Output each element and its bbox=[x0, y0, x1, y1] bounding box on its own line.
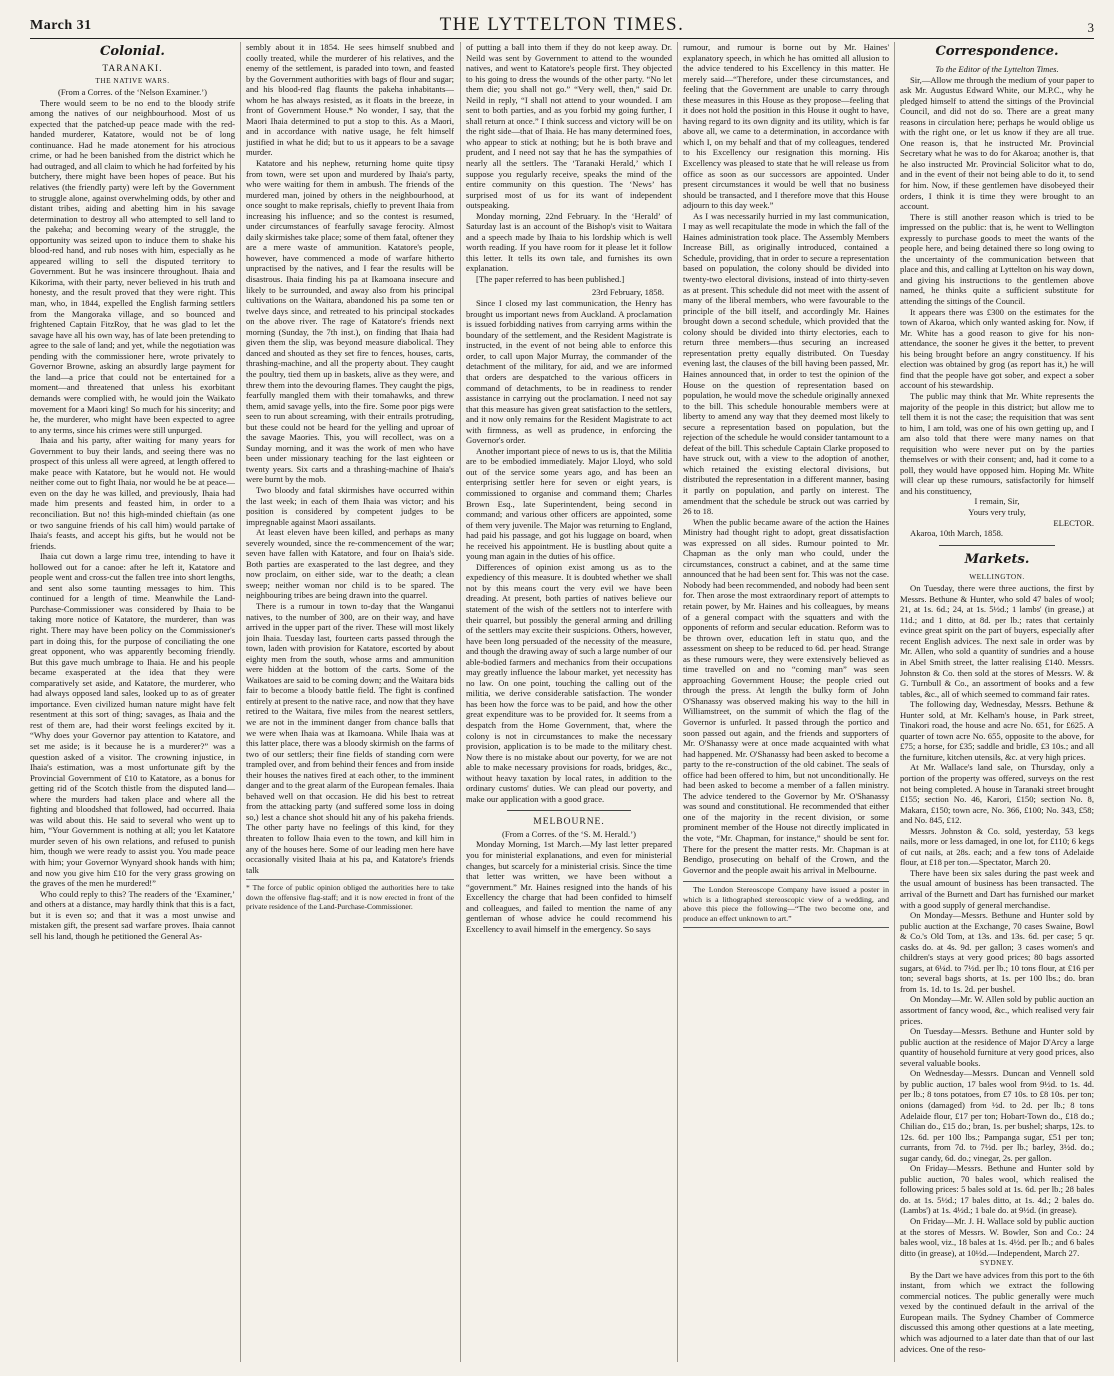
section-heading-correspondence: Correspondence. bbox=[935, 44, 1059, 59]
market-location: SYDNEY. bbox=[980, 1258, 1014, 1268]
section-heading-colonial: Colonial. bbox=[100, 44, 165, 59]
paragraph: Ihaia and his party, after waiting for many years for Government to buy their lands, and seeing there was no prospect of this unless all were agreed, at length offered to make peace with Katatore, but he would not. He would neither come out to fight Ihaia, nor would he be at peace—even on the day he was killed, and previously, Ihaia had made him presents and feasted him, in order to a reconciliation. But no! this high-minded chieftain (as one or two sanguine friends of his call him) would partake of Ihaia's feasts, and accept his gifts, but he would not be friends. bbox=[30, 435, 235, 551]
column-divider bbox=[240, 42, 241, 1362]
column-divider bbox=[677, 42, 678, 1362]
paragraph: As I was necessarily hurried in my last communication, I may as well recapitulate the mode in which the fall of the Haines administration took place. The Assembly Members Increase Bill, as originally introduced, contained a Schedule, providing, that in order to secure a representation based on population, the colony should be divided into twenty-two electoral divisions, instead of into thirty-seven as at present. This schedule did not meet with the assent of many of the liberal members, who were favourable to the principle of the bill itself, and accordingly Mr. Haines brought down a second schedule, which provided that the colony should be divided into thirty electories, each to return three members—thus securing an increased representation pretty equally distributed. On Tuesday evening last, the clauses of the bill having been passed, Mr. Haines announced that, in order to test the opinion of the House on the question of representation based on population, he would move the schedule originally annexed to the bill. This schedule honourable members were at liberty to amend any way that they deemed most likely to secure a representation based on population, but the rejection of the schedule he would consider tantamount to a defeat of the bill. This schedule Captain Clarke proposed to have struck out, with a view to the adoption of another, which retained the existing electoral divisions, but distributed the representation in a different manner, basing it partly on population, and partly on interest. The amendment that the schedule be struck out was carried by 26 to 18. bbox=[683, 210, 889, 517]
paragraph: Ihaia cut down a large rimu tree, intending to have it hollowed out for a canoe: after he left it, Katatore and people went and cross-cut the fallen tree into short lengths, and sent also some taunting messages to him. This continued for a length of time. Meanwhile the Land-Purchase-Commissioner was considered by Ihaia to be taking more notice of Katatore, the murderer, than was right. There may have been policy on the Commissioner's part in doing this, for the purpose of conciliating the one great opponent, who was apparently becoming friendly. But this gave much umbrage to Ihaia. He and his people became exasperated at the idea that they were comparatively set aside, and Katatore, the murderer, who had always opposed land sales, looked up to as of greater importance. Even civilized human nature might have felt resentment at this sort of thing; savages, as Ihaia and the rest of them are, had their worst feelings excited by it. “Why does your Governor pay attention to Katatore, and set me aside; is it because he is a murderer?” was a question asked of a visitor. The crowning injustice, in Ihaia's estimation, was a most unfortunate gift by the Provincial Government of £10 to Katatore, as a bonus for getting rid of the Scotch thistle from the disputed land—where the murders had taken place and where all the fighting and bloodshed that followed, had occurred. Ihaia was wild about this. He said to several who went up to him, “Your Government is nothing at all; you let Katatore murder seven of his own relations, and refused to punish him, though we were ready to assist you. You made peace with him; your Governor Wynyard shook hands with him; and now you give him £10 for the very grass growing on the graves of the men he murdered!” bbox=[30, 551, 235, 889]
paragraph: Monday morning, 22nd February. In the ‘Herald’ of Saturday last is an account of the Bishop's visit to Waitara and a speech made by Ihaia to his lordship which is well worth reading. If you have room for it please let it follow this letter. It tells its own tale, and furnishes its own explanation. bbox=[466, 210, 672, 274]
letter-address: To the Editor of the Lyttelton Times. bbox=[935, 64, 1059, 74]
market-location: WELLINGTON. bbox=[969, 571, 1025, 581]
column-1 bbox=[30, 42, 235, 1362]
section-heading-markets: Markets. bbox=[964, 551, 1030, 567]
paragraph: At least eleven have been killed, and perhaps as many severely wounded, since the re-commencement of the war; seven have fallen with Katatore, and four on Ihaia's side. Both parties are exasperated to the last degree, and they now proclaim, on either side, war to the death; a clean sweep; neither woman nor child is to be spared. The neighbouring tribes are being drawn into the quarrel. bbox=[246, 527, 454, 601]
column-5 bbox=[900, 42, 1094, 1362]
paragraph: The public may think that Mr. White represents the majority of the people in this district; but allow me to tell them it is not the case; the requisition that was sent to him, I am told, was one of his own getting up, and I am also told that there were many names on that requisition who were never put on by the parties themselves or with their consent; and, had it come to a poll, they would have opposed him. Hoping Mr. White will clear up these rumours, satisfactorily for himself and his constituency, bbox=[900, 390, 1094, 496]
market-paragraph: On Monday—Messrs. Bethune and Hunter sold by public auction at the Exchange, 70 cases Swaine, Bowl & Co.'s Old Tom, at 13s. and 13s. 6d. per case; 5 qr. casks do. at 4s. 9d. per gallon; 3 cases women's and children's stays at very good prices; 80 bags assorted sugars, at 6¼d. to 7½d. per lb.; 10 tons flour, at £16 per ton; several bags shorts, at 1s. per 100 lbs.; do. bran from 1s. 1d. to 1s. 2d. per bushel. bbox=[900, 910, 1094, 994]
market-paragraph: On Wednesday—Messrs. Duncan and Vennell sold by public auction, 17 bales wool from 9½d. to 1s. 4d. per lb.; 8 tons potatoes, from £7 10s. to £8 10s. per ton; onions (damaged) from ½d. to 2d. per lb.; 8 tons Adelaide flour, £17 per ton; Hobart-Town do., £18 do.; Chilian do., £15 do.; bran, 1s. per bushel; sharps, 12s. to 12s. 6d. per 100 lbs.; Pampanga sugar, £51 per ton; currants, from 7d. to 7½d. per lb.; barley, 3½d. do.; sugar candy, 6d. do.; vinegar, 2s. per gallon. bbox=[900, 1068, 1094, 1163]
market-paragraph: On Friday—Mr. J. H. Wallace sold by public auction at the stores of Messrs. W. Bowler, Son and Co.: 24 bales wool, viz., 18 bales at 1s. 4½d. per lb.; and 6 bales ditto (in grease), at 10½d.—Independent, March 27. bbox=[900, 1215, 1094, 1258]
article-heading: TARANAKI. bbox=[102, 64, 163, 74]
market-paragraph: The following day, Wednesday, Messrs. Bethune & Hunter sold, at Mr. Kelham's house, in Park street, Tinakori road, the house and acre No. 651, for £625. A quarter of town acre No. 655, opposite to the above, for £75; a horse, for £35; saddle and bridle, £3 10s.; and all the furniture, kitchen utensils, &c. at very high prices. bbox=[900, 699, 1094, 762]
letter-signature: ELECTOR. bbox=[1053, 517, 1094, 528]
editor-note: [The paper referred to has been published.] bbox=[476, 274, 625, 285]
masthead-rule bbox=[30, 38, 1094, 39]
letter-signoff: I remain, Sir, bbox=[974, 496, 1020, 507]
page-number: 3 bbox=[1087, 20, 1094, 35]
divider bbox=[939, 545, 1055, 546]
column-divider bbox=[894, 42, 895, 1362]
market-paragraph: On Tuesday—Messrs. Bethune and Hunter sold by public auction at the residence of Major D'Arcy a large quantity of household furniture at very good prices, also several valuable books. bbox=[900, 1026, 1094, 1068]
column-4 bbox=[683, 42, 889, 1362]
paragraph: Another important piece of news to us is, that the Militia are to be embodied immediately. Major Lloyd, who sold out of the service some years ago, and has been an enterprising settler here for seven or eight years, is commissioned to organise and command them; Charles Brown Esq., late Superintendent, being second in command; and various other officers are appointed, some of them very juvenile. The Major was returning to England, had paid his passage, and got his luggage on board, when he received his appointment. He is bustling about quite a young man again in the duties of his office. bbox=[466, 445, 672, 562]
paragraph: The London Stereoscope Company have issued a poster in which is a lithographed stereoscopic view of a wedding, and above this piece the following—“The two become one, and produce an effect unknown to art.” bbox=[683, 885, 889, 923]
paragraph: Who could reply to this? The readers of the ‘Examiner,’ and others at a distance, may hardly think that this is a fact, but it is even so; and that it was a most unwise and mistaken gift, the present sad warfare proves. Ihaia cannot sell his land, though he petitioned the General As- bbox=[30, 888, 235, 941]
paragraph: There is still another reason which is tried to be impressed on the public: that is, he went to Wellington expressly to purchase goods to meet the wants of the people here, and being detained there so long owing to the uncertainty of the communication between that place and this, and calling at Lyttelton on his way down, and giving his instructions to the gentlemen above named, he thinks quite a sufficient substitute for attending the sittings of the Council. bbox=[900, 211, 1094, 307]
market-paragraph: On Monday—Mr. W. Allen sold by public auction an assortment of fancy wood, &c., which realised very fair prices. bbox=[900, 994, 1094, 1026]
market-paragraph: At Mr. Wallace's land sale, on Thursday, only a portion of the property was offered, surveys on the rest not being completed. A house in Taranaki street brought £155; section No. 46, Karori, £150; section No. 8, Makara, £150; town acre, No. 366, £100; No. 343, £58; and No. 845, £12. bbox=[900, 762, 1094, 826]
paragraph: rumour, and rumour is borne out by Mr. Haines' explanatory speech, in which he has omitted all allusion to the advice tendered to his Excellency in this matter. He merely said—“Therefore, under these circumstances, and feeling that the Government are unable to carry through these measures in this House as they propose—feeling that it does not hold the position in this House it ought to have, having regard to its own dignity and its utility, which is far above all, we came to a determination, in accordance with which I, on my behalf and that of my colleagues, tendered to his Excellency our resignation this morning. His Excellency was pleased to state that he will release us from office as soon as our successors are appointed. Under present circumstances it would be well that no business should be transacted, and I therefore move that this House adjourn to this day week.” bbox=[683, 42, 889, 211]
paragraph: Katatore and his nephew, returning home quite tipsy from town, were set upon and murdered by Ihaia's party, who were waiting for them in ambush. The friends of the murdered man, joined by others in the neighbourhood, at once sought to make reprisals, chiefly to prevent Ihaia from increasing his influence; and so the contest is resumed, under circumstances of fearfully savage ferocity. Almost daily skirmishes take place; some of them fatal, oftener they are a mere waste of ammunition. Katatore's people, however, have commenced a mode of warfare hitherto unpractised by the natives, and I fear the results will be disastrous. Ihaia finding his pa at Ikamoana insecure and likely to be surrounded, and away also from his principal cultivations on the Waitara, abandoned his pa some ten or twelve days since, and retreated to his principal stockades on the above river. The rage of Katatore's friends next morning (Sunday, the 7th inst.), on finding that Ihaia had given them the slip, was beyond measure diabolical. They danced and shouted as they set fire to fences, houses, carts, thrashing-machine, and all the property about. They caught the poultry, tied them up in baskets, alive as they were, and threw them into the devouring flames. They caught the pigs, fearfully mangled them with their tomahawks, and threw them, amid savage yells, into the fire. Some poor pigs were seen to run about screaming, with their entrails protruding, but these could not be heard for the yelling and uproar of the savage Maories. This, you will recollect, was on a Sunday morning, and it was the work of men who have been under missionary teaching for the last eighteen or twenty years. Six carts and a thrashing-machine of Ihaia's were burnt by the mob. bbox=[246, 158, 454, 485]
article-subheading: THE NATIVE WARS. bbox=[95, 75, 170, 85]
dateline: 23rd February, 1858. bbox=[592, 286, 664, 297]
column-divider bbox=[460, 42, 461, 1362]
paragraph: Sir,—Allow me through the medium of your paper to ask Mr. Augustus Edward White, our M.P.C., why he pledged himself to attend the sittings of the Provincial Council, and did not do so. There are a great many reasons in circulation here; perhaps he would oblige us with the right one, or let us know if they are all true. One reason is, that he instructed Mr. Provincial Secretary what he was to do for Akaroa; another is, that he also instructed Mr. Provincial Solicitor what to do, and in the event of their not being able to do it, to send for him. Now, if these gentlemen have disobeyed their orders, I think it is time they were brought to an account. bbox=[900, 74, 1094, 212]
paragraph: There is a rumour in town to-day that the Wanganui natives, to the number of 300, are on their way, and have arrived in the upper part of the river. These will most likely join Ihaia. Tuesday last, fourteen carts passed through the town, laden with provision for Katatore, escorted by about eighty men from the south, whose arms and ammunition were hidden at the bottom of the carts. Some of the Waikatoes are said to be coming down; and the Waitara bids fair to become a bloody battle field. The fight is confined entirely at present to the native race, and now that they have retired to the Waitara, five miles from the nearest settlers, we are not in the imminent danger from chance balls that we were when Ihaia was at Ikamoana. While Ihaia was at this latter place, there was a bloody skirmish on the farms of two of our settlers; their fine fields of standing corn were trampled over, and from behind their fences and from inside their houses the natives fired at each other, to the imminent danger and to the great alarm of the European females. Ihaia behaved well on that occasion. He did his best to retreat from the attacking party (and suffered some loss in doing so,) lest a chance shot should hit any of his pakeha friends. The other party have no feelings of this kind, for they threaten to follow Ihaia even to the town, and kill him in any of the houses here. Some of our leading men here have occasionally visited Ihaia at his pa, and Katatore's friends talk bbox=[246, 600, 454, 875]
market-paragraph: There have been six sales during the past week and the usual amount of business has been transacted. The arrival of the Burnett and Dart has furnished our market with a good supply of general merchandise. bbox=[900, 867, 1094, 910]
paragraph: It appears there was £300 on the estimates for the town of Akaroa, which only wanted asking for. Now, if Mr. White has a good reason to give for his non-attendance, the sooner he gives it the better, to prevent his being brought before an angry constituency. If his election was obtained by grog (as report has it,) he will find that the people have got sober, and expect a sober account of his stewardship. bbox=[900, 306, 1094, 391]
paragraph: sembly about it in 1854. He sees himself snubbed and coolly treated, while the murderer of his relatives, and the enemy of the settlement, is paraded into town, and feasted by the Government authorities with bags of flour and sugar; and his blood-red flag flaunts the pakeha inhabitants—whom he has always resisted, as it floats in the breeze, in front of Government House.* No wonder, I say, that the Maori Ihaia determined to put a stop to this. As a Maori, and in accordance with native usage, he felt himself justified in what he did; but to us it appears to be a savage murder. bbox=[246, 42, 454, 158]
market-paragraph: On Tuesday, there were three auctions, the first by Messrs. Bethune & Hunter, who sold 47 bales of wool; 21, at 1s. 6d.; 24, at 1s. 5½d.; 1 lambs' (in grease,) at 11d.; and 1 ditto, at 8d. per lb.; rates that certainly evince great spirit on the part of buyers, especially after recent English advices. The next sale in order was by Mr. Allen, who sold a quantity of sundries and a house in Abel Smith street, the latter realising £140. Messrs. Johnston & Co. then sold at the stores of Messrs. W. & G. Turnbull & Co., an assortment of books and a few tables, &c., all of which seemed to command fair rates. bbox=[900, 583, 1094, 699]
masthead bbox=[30, 14, 1094, 36]
paragraph: Monday Morning, 1st March.—My last letter prepared you for ministerial explanations, and even for ministerial changes, but scarcely for a ministerial crisis. Since the time that letter was written, we have been without a “government.” Mr. Haines resigned into the hands of his Excellency the charge that had been confided to himself and colleagues, and failed to mention the name of any gentleman of whose advice he could recommend his Excellency to avail himself in the emergency. So says bbox=[466, 839, 672, 934]
paragraph: of putting a ball into them if they do not keep away. Dr. Neild was sent by Government to attend to the wounded natives, and went to Katatore's people first. They objected to his going to dress the wounds of the other party. “No let them die; you shall not go.” “Very well, then,” said Dr. Neild in reply, “I shall not attend to your wounded. I am sent to both parties, and as you forbid my going further, I shall return at once.” I think success and victory will be on the right side—that of Ihaia. He has many determined foes, who appear to stick at nothing; but he is both brave and prudent, and I need not say that he has the sympathies of nearly all the settlers. The ‘Taranaki Herald,’ which I suppose you regularly receive, speaks the mind of the entire community on this question. The ‘News’ has surprised most of us for its want of independent outspeaking. bbox=[466, 42, 672, 211]
column-3 bbox=[466, 42, 672, 1362]
letter-closing: Yours very truly, bbox=[968, 506, 1026, 517]
column-2 bbox=[246, 42, 454, 1362]
divider bbox=[507, 810, 631, 811]
article-source: (From a Corres. of the ‘Nelson Examiner.’) bbox=[58, 87, 207, 98]
article-heading-melbourne: MELBOURNE. bbox=[533, 817, 605, 828]
paragraph: Since I closed my last communication, the Henry has brought us important news from Auckland. A proclamation is issued forbidding natives from carrying arms within the boundary of the settlement, and the Resident Magistrate is instructed, in the event of not being able to enforce this order, to call upon Major Murray, the commander of the detachment of the military, for aid, and we are informed that orders are despatched to the various officers in command of detachments, to be in readiness to render assistance in carrying out the proclamation. I need not say that this measure has given great satisfaction to the settlers, and it now only remains for the Resident Magistrate to act with firmness, as well as prudence, in enforcing the Governor's order. bbox=[466, 298, 672, 446]
paragraph: Two bloody and fatal skirmishes have occurred within the last week; in each of them Ihaia was victor; and his position is considered by competent judges to be impregnable against Maori assailants. bbox=[246, 484, 454, 527]
issue-date: March 31 bbox=[30, 18, 92, 33]
market-paragraph: By the Dart we have advices from this port to the 6th instant, from which we extract the following commercial notices. The public generally were much vexed by the continued default in the arrival of the European mails. The Sydney Chamber of Commerce discussed this among other questions at a late meeting, which was adjourned to a later date than that of our last advices. One of the reso- bbox=[900, 1269, 1094, 1354]
footnote: * The force of public opinion obliged the authorities here to take down the offensive flag-staff; and it is now erected in front of the private residence of the Land-Purchase-Commissioner. bbox=[246, 879, 454, 911]
paragraph: There would seem to be no end to the bloody strife among the natives of our neighbourhood. Most of us expected that the patched-up peace made with the red-handed murderer, Katatore, would not be of long continuance. Had he made atonement for his atrocious crime, or had he been banished from the district which he had outraged, and all claim to which he had forfeited by his butchery, there might have been hopes of peace. But his relatives (the friendly party) were left by the Government to struggle alone, against overwhelming odds, by other and distant tribes, aiding and abetting him in his savage determination to destroy all who attempted to sell land to the pakeha; and becoming weary of the struggle, the opportunity was seized upon to induce them to shake his blood-red hand, and rub noses with him, especially as he appeared willing to sell the disputed territory to Government. But he was insincere throughout. Ihaia and Kikorima, with their party, never believed in his truth and honesty, and the result proved that they were right. This man, who, in 1844, expelled the English farming settlers from the Mangoraka village, and so bounced and frightened Captain FitzRoy, that he was glad to let the savage have all his own way, has of late been pretending to agree to the sale of land; and yet, while the negotiation was pending with the commissioner here, wrote privately to Governor Browne, asking an absurdly large payment for the land—a price that could not be entertained for a moment—and threatened that unless his exorbitant demands were complied with, he would join the Waikato movement for a Maori king! So much for his sincerity; and he, the murderer, who might have been expected to agree to any terms, since his crimes were still unpurged. bbox=[30, 97, 235, 435]
paragraph: Differences of opinion exist among us as to the expediency of this measure. It is doubted whether we shall not by this means court the very evil we have been dreading. At present, both parties of natives believe our statement of the wish of the settlers not to interfere with their quarrel, but possibly the general arming and drilling of the settlers may excite their suspicions. Others, however, have been long persuaded of the necessity of the measure, and though the drawing away of such a large number of our able-bodied farmers and mechanics from their occupations may greatly influence the labour market, yet necessity has no law. On one point, touching the calling out of the militia, we derive considerable satisfaction. The wonder has been how the force was to be paid, and how the other great expenditure was to be provided for. It seems from a despatch from the Home Government, that, where the colony is not in circumstances to make the necessary provision, application is to be made to the military chest. Now there is no mistake about our poverty, for we are not able to make necessary provisions for roads, bridges, &c., without heavy taxation by local rates, in addition to the ordinary customs' duties. We can plead our poverty, and make our application with a good grace. bbox=[466, 561, 672, 804]
news-brief bbox=[683, 881, 889, 927]
market-paragraph: On Friday—Messrs. Bethune and Hunter sold by public auction, 70 bales wool, which realised the following prices: 5 bales sold at 1s. 6d. per lb.; 28 bales do. at 1s. 5½d.; 17 bales ditto, at 1s. 4d.; 2 bales do. (Lambs') at 1s. 4½d.; 1 bale do. at 9½d. (in grease). bbox=[900, 1163, 1094, 1216]
newspaper-title: THE LYTTELTON TIMES. bbox=[439, 14, 685, 35]
article-source: (From a Corres. of the ‘S. M. Herald.’) bbox=[502, 828, 636, 839]
paragraph: When the public became aware of the action the Haines Ministry had thought right to adopt, great dissatisfaction was expressed on all sides. Rumour pointed to Mr. Chapman as the only man who could, under the circumstances, construct a cabinet, and at the same time announced that he had been sent for. This was not the case. Nobody had been recommended, and nobody had been sent for. Then arose the most extraordinary report of attempts to retain power, by Mr. Haines and his colleagues, by means of a general compact with the squatters and with the opponents of reform and secular education. Reform was to be thrown over, education left in statu quo, and the assessment on sheep to be reduced to 6d. per head. Strange as these rumours were, they were extensively believed as time travelled on and no “coming man” was seen approaching Government House; the people cried out through the press. At length the bulky form of John O'Shanassy was observed making his way to the hill in Williamstreet, on the summit of which the flag of the Governor is unfurled. It passed through the portico and soon passed out again, and the friends and supporters of Mr. O'Shanassy were at once made acquainted with what had happened. Mr. O'Shanassy had been asked to become a party to the re-construction of the old cabinet. The seals of office had been offered to him, but not unconditionally. He had been asked to become a member of a fallen ministry. The advice tendered to the Governor by Mr. O'Shanassy was sound and constitutional. He recommended that either one of the majority in the recent division, or some prominent member of the House not directly implicated in the vote, “Mr. Chapman, for instance,” should be sent for. There for the present the matter rests. Mr. Chapman is at Bendigo, prosecuting on behalf of the Crown, and the Governor and the people await his arrival in Melbourne. bbox=[683, 516, 889, 875]
letter-place-date: Akaroa, 10th March, 1858. bbox=[910, 528, 1004, 539]
market-paragraph: Messrs. Johnston & Co. sold, yesterday, 53 kegs nails, more or less damaged, in one lot, for £110; 6 kegs of cut nails, at 28s. each; and a few tons of Adelaide flour, at £18 per ton.—Spectator, March 20. bbox=[900, 825, 1094, 868]
